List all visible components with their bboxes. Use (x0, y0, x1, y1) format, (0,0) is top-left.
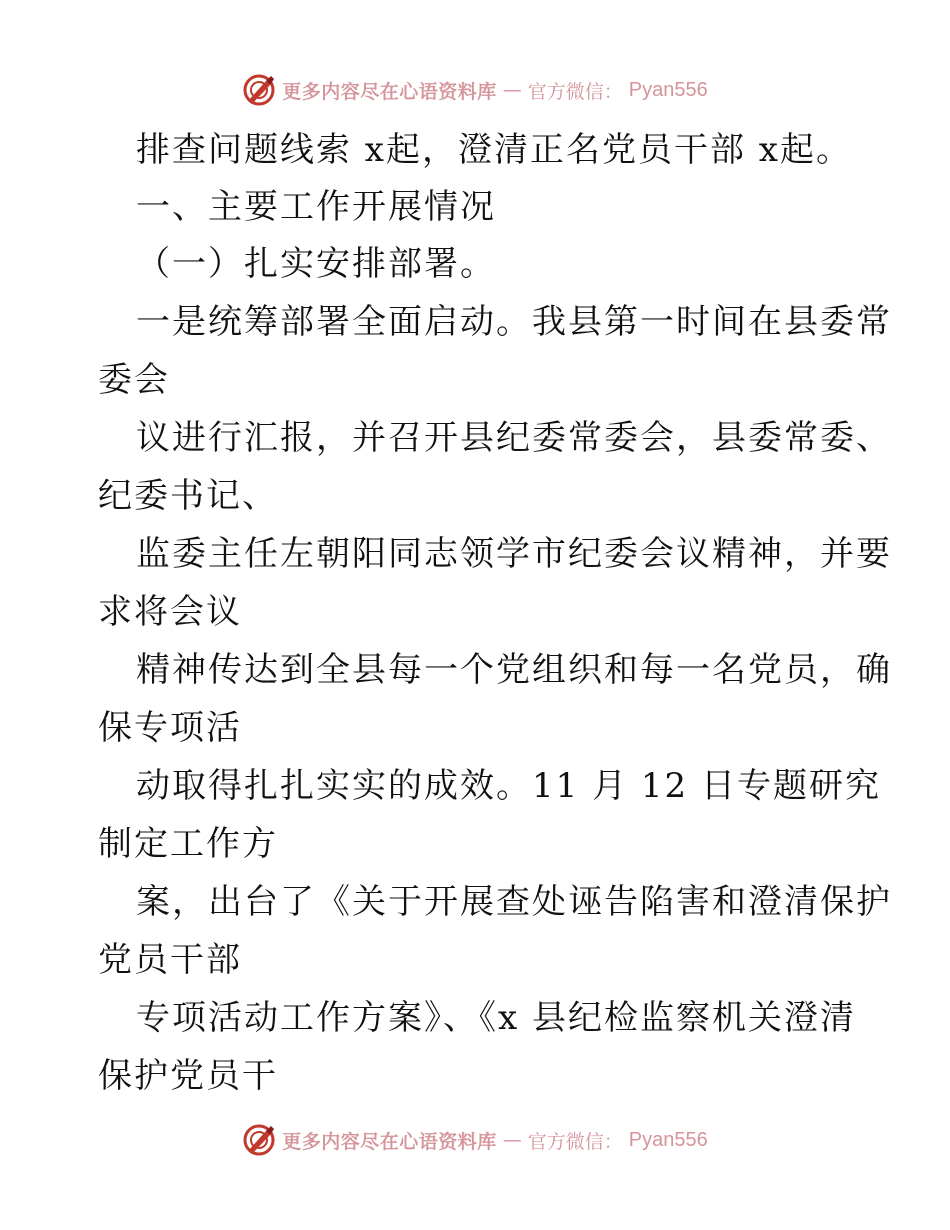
header-banner-dash: — (502, 79, 522, 101)
text-line: 专项活动工作方案》、《x 县纪检监察机关澄清 (136, 998, 856, 1038)
text-line: 动取得扎扎实实的成效。11 月 12 日专题研究 (136, 766, 881, 806)
section-heading: 一、主要工作开展情况 (136, 187, 496, 227)
text-line: 监委主任左朝阳同志领学市纪委会议精神，并要 (136, 534, 892, 574)
text-line: 精神传达到全县每一个党组织和每一名党员，确 (136, 650, 892, 690)
text-line: 制定工作方 (98, 824, 278, 864)
footer-banner-dash: — (502, 1129, 522, 1151)
text-line: 议进行汇报，并召开县纪委常委会，县委常委、 (136, 418, 892, 458)
footer-banner-text: 更多内容尽在心语资料库 (282, 1130, 497, 1153)
header-watermark-banner (0, 70, 950, 110)
header-banner-sub: 官方微信： (527, 80, 623, 103)
text-line: 保护党员干 (98, 1056, 278, 1096)
text-line: 委会 (98, 360, 170, 400)
footer-banner-id: Pyan556 (628, 1128, 708, 1151)
text-line: 案，出台了《关于开展查处诬告陷害和澄清保护 (136, 882, 892, 922)
header-banner-text: 更多内容尽在心语资料库 (282, 80, 497, 103)
text-line: 纪委书记、 (98, 476, 278, 516)
text-line: 党员干部 (98, 940, 242, 980)
text-line: 保专项活 (98, 708, 242, 748)
text-line: 一是统筹部署全面启动。我县第一时间在县委常 (136, 302, 892, 342)
pen-logo-icon (242, 1123, 276, 1157)
footer-banner-sub: 官方微信： (527, 1130, 623, 1153)
text-line: 求将会议 (98, 592, 242, 632)
subsection-heading: （一）扎实安排部署。 (136, 244, 496, 284)
header-banner-id: Pyan556 (628, 78, 708, 101)
pen-logo-icon (242, 73, 276, 107)
footer-watermark-banner (0, 1120, 950, 1160)
text-line: 排查问题线索 x起，澄清正名党员干部 x起。 (136, 130, 852, 170)
